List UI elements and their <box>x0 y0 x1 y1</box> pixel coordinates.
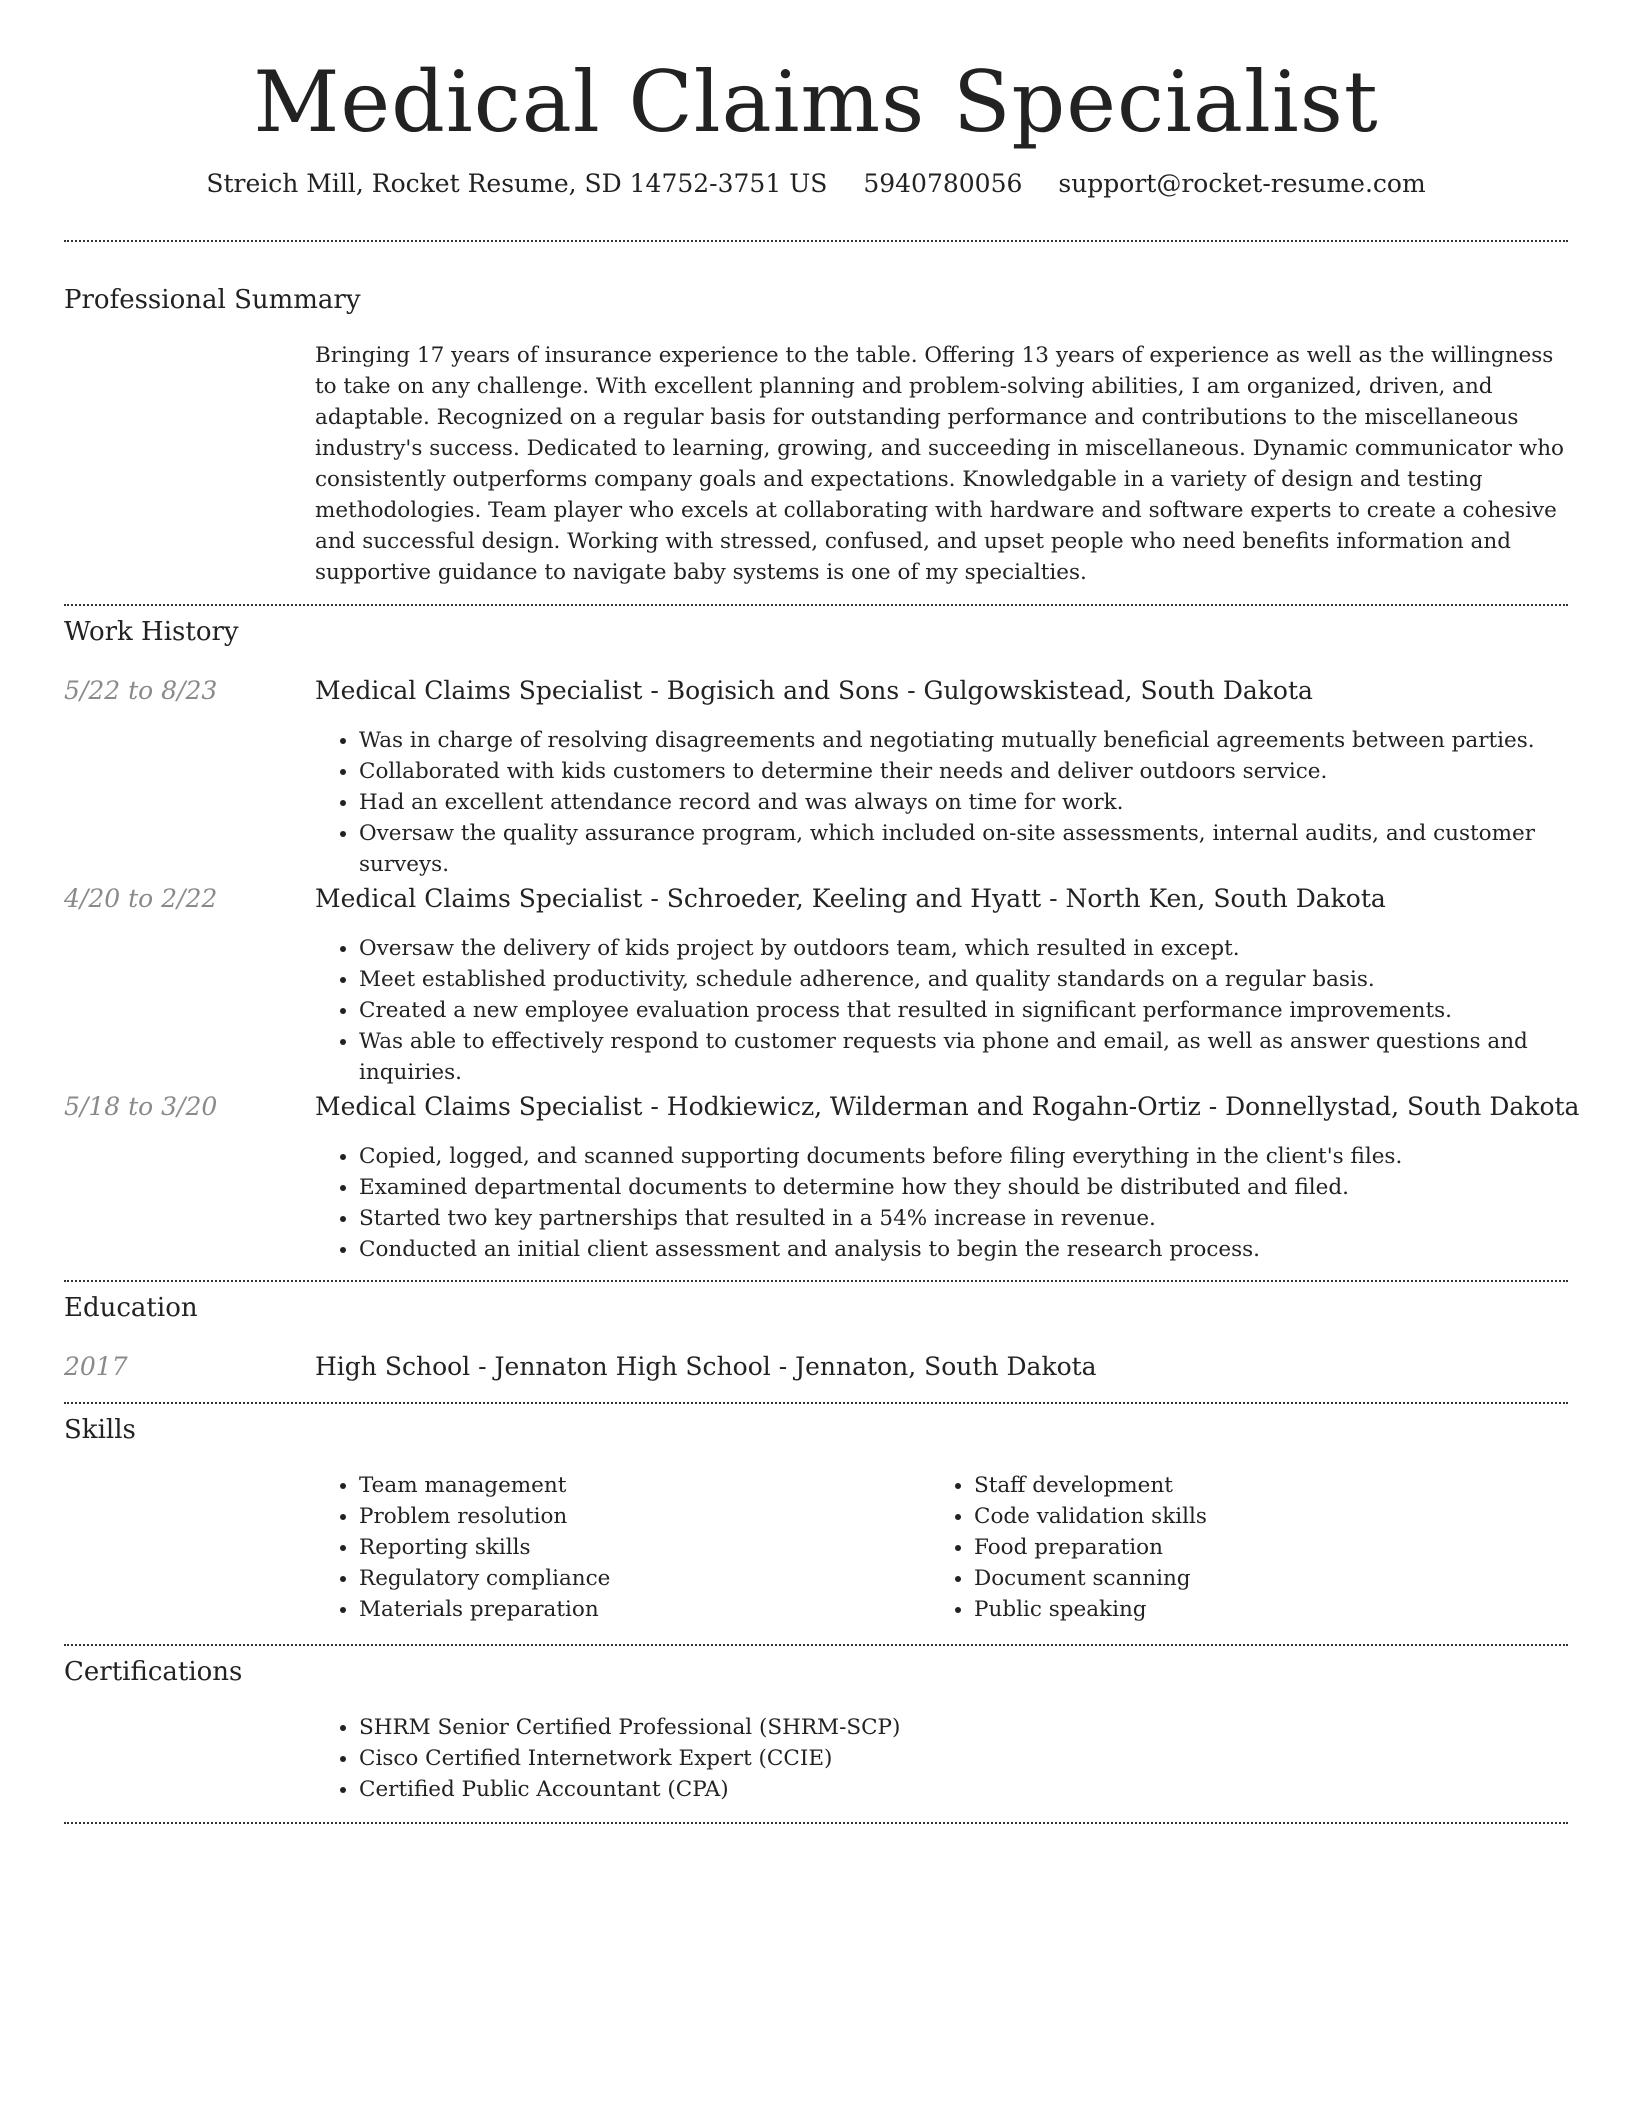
divider <box>64 1644 1568 1646</box>
resume-name: Medical Claims Specialist <box>253 53 1379 151</box>
contact-email: support@rocket-resume.com <box>1058 169 1426 198</box>
list-item: • Reporting skills <box>359 1532 610 1563</box>
job-title: Medical Claims Specialist - Bogisich and Sons - Gulgowskistead, South Dakota <box>315 676 1313 705</box>
list-item: • Document scanning <box>974 1563 1207 1594</box>
skills-list-left <box>315 1470 610 1625</box>
certifications-list <box>315 1712 900 1805</box>
contact-line <box>64 168 1568 200</box>
summary-heading: Professional Summary <box>64 285 361 315</box>
skills-list-right <box>930 1470 1207 1625</box>
divider <box>64 1280 1568 1282</box>
job-dates: 5/18 to 3/20 <box>64 1092 218 1121</box>
list-item: • Oversaw the delivery of kids project by outdoors team, which resulted in except. <box>359 933 1559 964</box>
list-item: • SHRM Senior Certified Professional (SHRM-SCP) <box>359 1712 900 1743</box>
list-item: • Cisco Certified Internetwork Expert (CCIE) <box>359 1743 900 1774</box>
list-item: • Meet established productivity, schedule adherence, and quality standards on a regular basis. <box>359 964 1559 995</box>
education-heading: Education <box>64 1293 198 1323</box>
list-item: • Started two key partnerships that resulted in a 54% increase in revenue. <box>359 1203 1559 1234</box>
list-item: • Collaborated with kids customers to determine their needs and deliver outdoors service. <box>359 756 1559 787</box>
list-item: • Had an excellent attendance record and was always on time for work. <box>359 787 1559 818</box>
job-bullets <box>315 933 1559 1088</box>
list-item: • Copied, logged, and scanned supporting documents before filing everything in the client's files. <box>359 1141 1559 1172</box>
list-item: • Code validation skills <box>974 1501 1207 1532</box>
summary-text: Bringing 17 years of insurance experience to the table. Offering 13 years of experience as well as the willingness to take on any challenge. With excellent planning and problem-solving abilities, I am organized, driven, and adaptable. Recognized on a regular basis for outstanding performance and contributions to the miscellaneous industry's success. Dedicated to learning, growing, and succeeding in miscellaneous. Dynamic communicator who consistently outperforms company goals and expectations. Knowledgable in a variety of design and testing methodologies. Team player who excels at collaborating with hardware and software experts to create a cohesive and successful design. Working with stressed, confused, and upset people who need benefits information and supportive guidance to navigate baby systems is one of my specialties. <box>315 343 1564 585</box>
list-item: • Food preparation <box>974 1532 1207 1563</box>
work-history-heading: Work History <box>64 617 239 647</box>
list-item: • Certified Public Accountant (CPA) <box>359 1774 900 1805</box>
certifications-heading: Certifications <box>64 1657 243 1687</box>
list-item: • Team management <box>359 1470 610 1501</box>
divider <box>64 240 1568 242</box>
list-item: • Public speaking <box>974 1594 1207 1625</box>
divider <box>64 1402 1568 1404</box>
divider <box>64 1822 1568 1824</box>
list-item: • Was in charge of resolving disagreements and negotiating mutually beneficial agreements between parties. <box>359 725 1559 756</box>
list-item: • Examined departmental documents to determine how they should be distributed and filed. <box>359 1172 1559 1203</box>
list-item: • Regulatory compliance <box>359 1563 610 1594</box>
divider <box>64 604 1568 606</box>
job-bullets <box>315 725 1559 880</box>
list-item: • Staff development <box>974 1470 1207 1501</box>
list-item: • Created a new employee evaluation process that resulted in significant performance improvements. <box>359 995 1559 1026</box>
job-dates: 4/20 to 2/22 <box>64 884 218 913</box>
job-title: Medical Claims Specialist - Hodkiewicz, Wilderman and Rogahn-Ortiz - Donnellystad, South Dakota <box>315 1092 1580 1121</box>
contact-address: Streich Mill, Rocket Resume, SD 14752-3751 US <box>206 169 828 198</box>
job-bullets <box>315 1141 1559 1265</box>
list-item: • Materials preparation <box>359 1594 610 1625</box>
skills-heading: Skills <box>64 1415 136 1445</box>
list-item: • Was able to effectively respond to customer requests via phone and email, as well as answer questions and inquiries. <box>359 1026 1559 1088</box>
list-item: • Problem resolution <box>359 1501 610 1532</box>
contact-phone: 5940780056 <box>863 169 1023 198</box>
list-item: • Oversaw the quality assurance program, which included on-site assessments, internal audits, and customer surveys. <box>359 818 1559 880</box>
education-entry: High School - Jennaton High School - Jennaton, South Dakota <box>315 1352 1097 1381</box>
job-title: Medical Claims Specialist - Schroeder, Keeling and Hyatt - North Ken, South Dakota <box>315 884 1386 913</box>
job-dates: 5/22 to 8/23 <box>64 676 218 705</box>
resume-page <box>64 0 1580 1802</box>
list-item: • Conducted an initial client assessment and analysis to begin the research process. <box>359 1234 1559 1265</box>
education-year: 2017 <box>64 1352 128 1381</box>
